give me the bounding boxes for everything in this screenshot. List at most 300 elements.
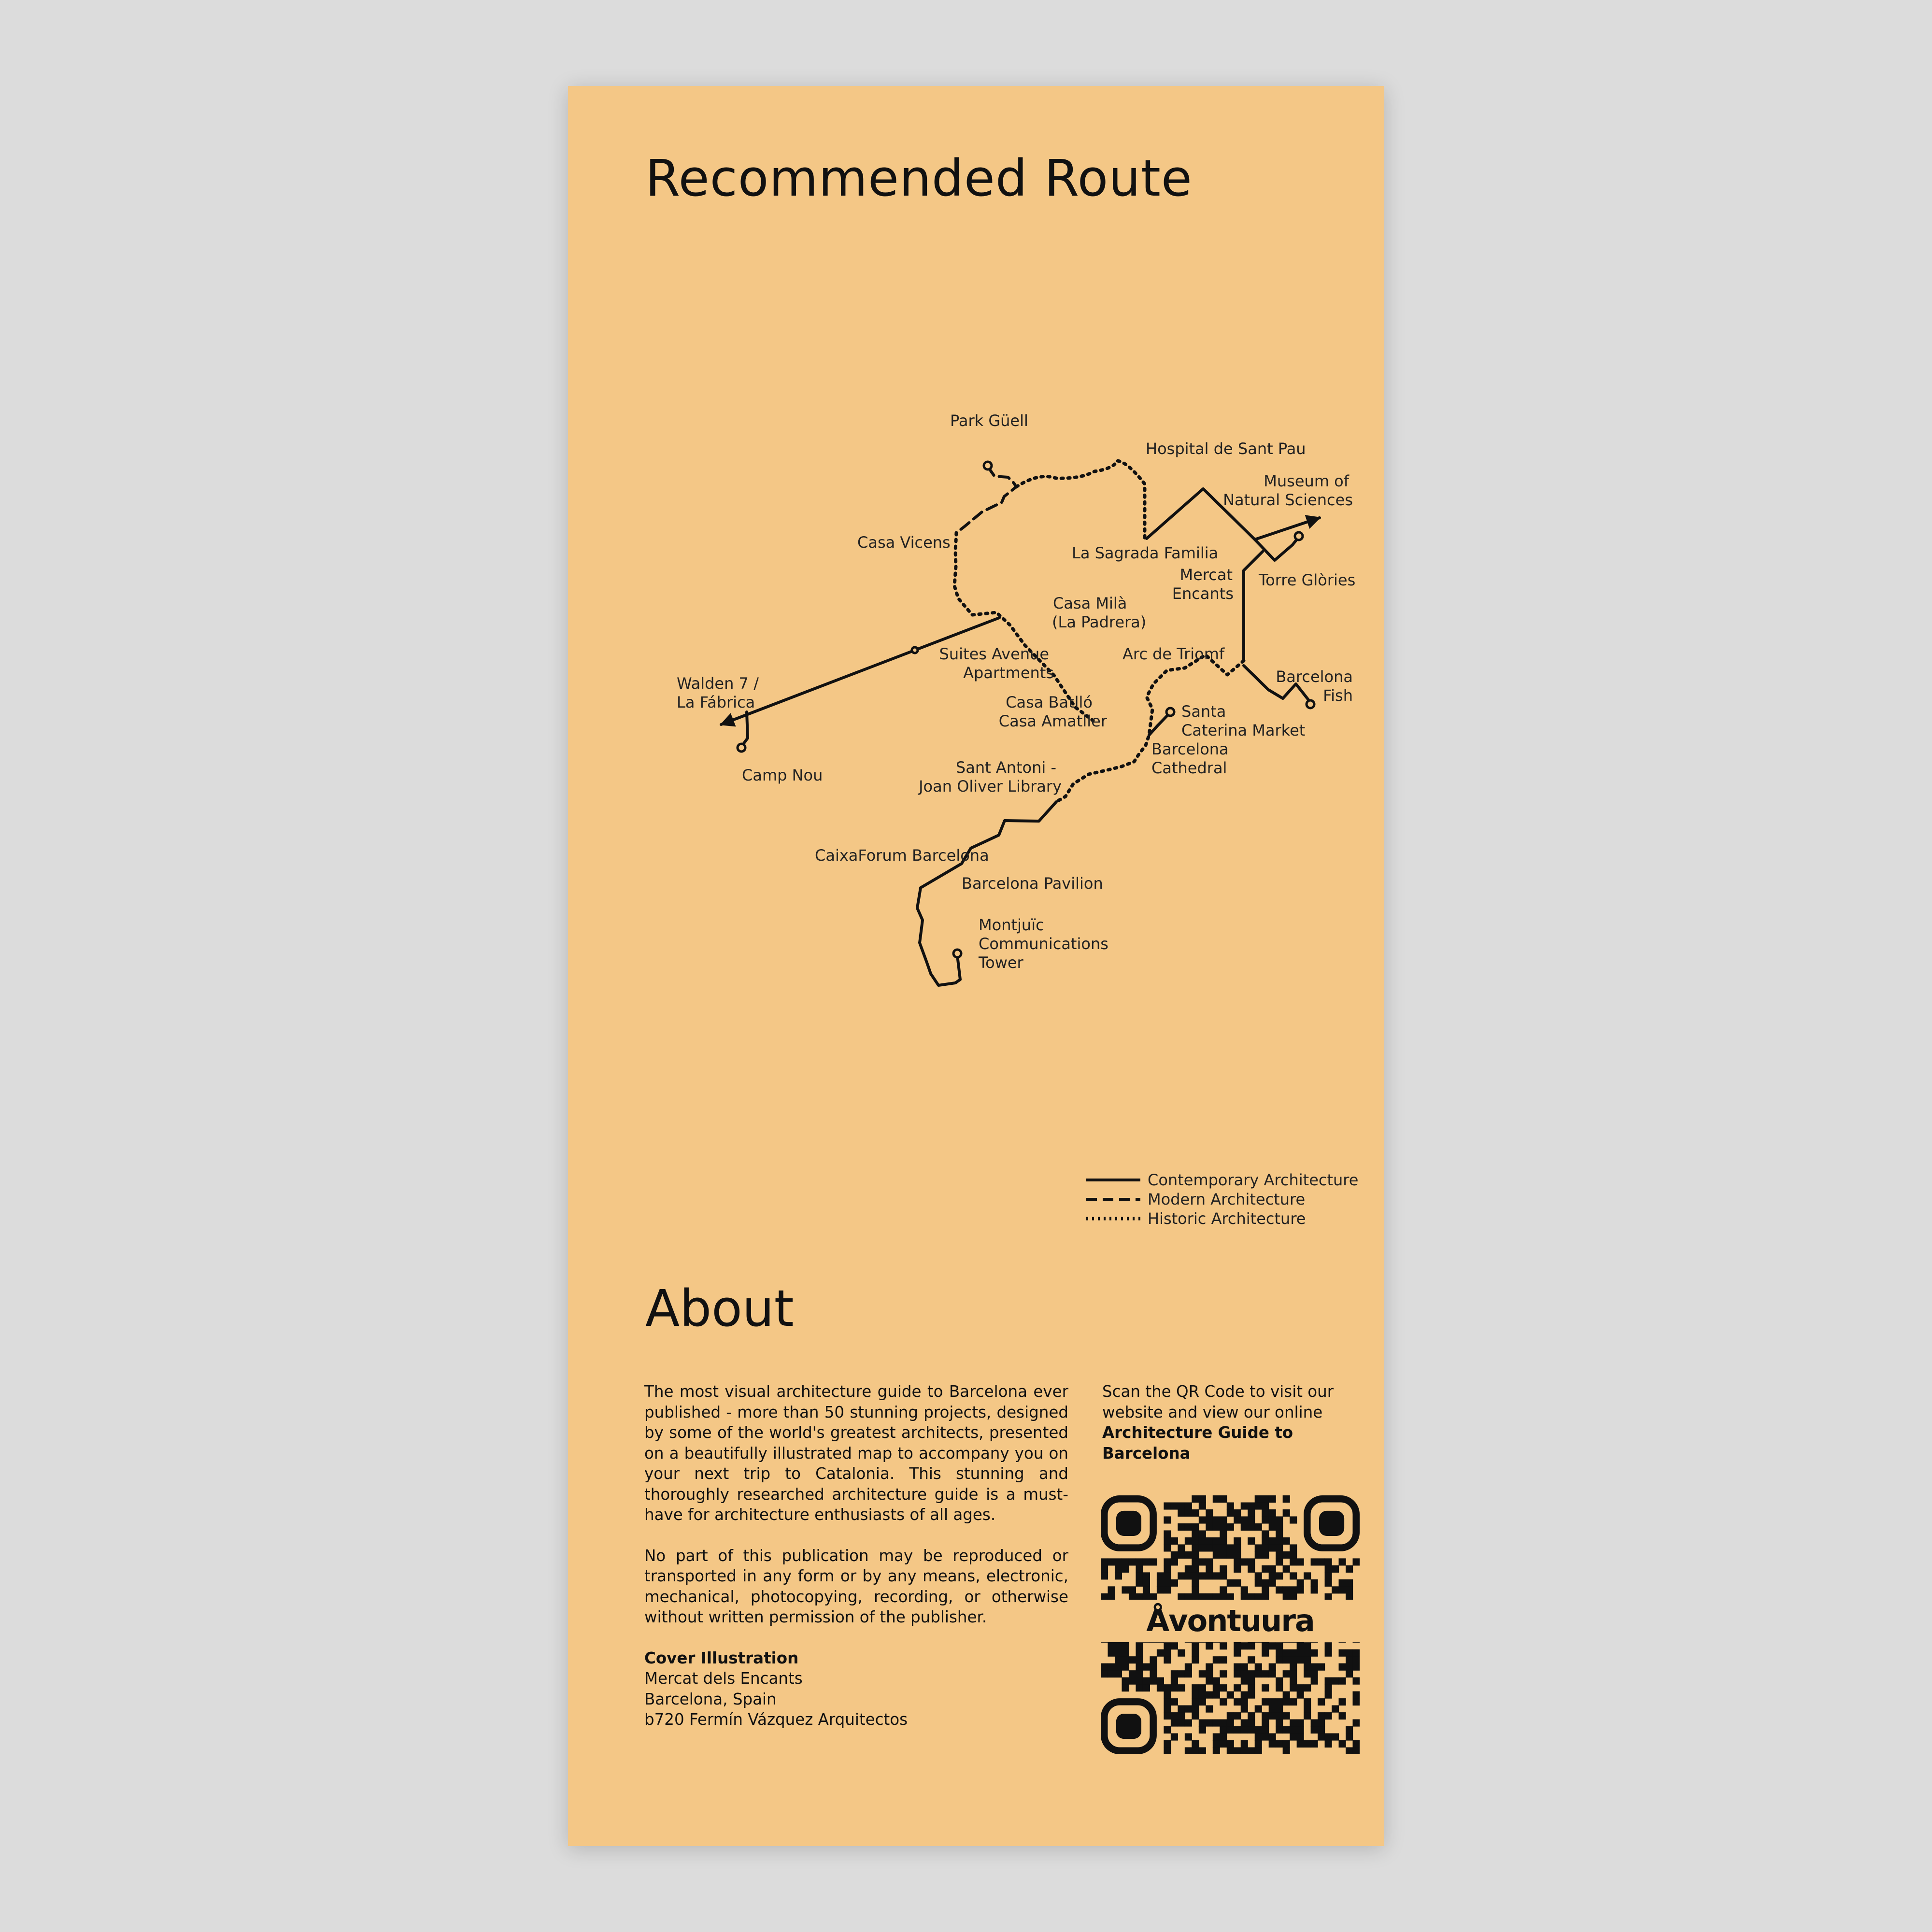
qr-module [1269, 1698, 1276, 1705]
qr-module [1206, 1642, 1213, 1649]
qr-module [1199, 1537, 1206, 1545]
qr-module [1206, 1516, 1213, 1523]
qr-code[interactable] [1101, 1495, 1360, 1754]
qr-module [1248, 1509, 1255, 1517]
qr-module [1346, 1656, 1353, 1663]
qr-module [1248, 1712, 1255, 1719]
qr-module [1220, 1726, 1227, 1733]
qr-module [1178, 1502, 1185, 1509]
qr-module [1220, 1733, 1227, 1741]
qr-module [1325, 1740, 1332, 1747]
qr-module [1178, 1523, 1185, 1531]
qr-module [1283, 1509, 1290, 1517]
qr-module [1304, 1740, 1311, 1747]
qr-module [1311, 1670, 1318, 1677]
qr-module [1248, 1677, 1255, 1685]
qr-module [1276, 1684, 1283, 1691]
qr-module [1164, 1537, 1171, 1545]
qr-module [1206, 1544, 1213, 1551]
qr-module [1199, 1726, 1206, 1733]
qr-module [1276, 1530, 1283, 1537]
qr-module [1164, 1502, 1171, 1509]
qr-module [1122, 1656, 1129, 1663]
label-suites-2: Apartments [963, 664, 1054, 682]
qr-module [1108, 1649, 1115, 1657]
qr-module [1353, 1698, 1360, 1705]
qr-module [1269, 1740, 1276, 1747]
label-mercat-2: Encants [1172, 584, 1234, 603]
qr-module [1164, 1572, 1171, 1579]
qr-module [1283, 1747, 1290, 1754]
qr-module [1325, 1558, 1332, 1565]
qr-module [1122, 1677, 1129, 1685]
qr-module [1297, 1642, 1304, 1649]
qr-module [1269, 1579, 1276, 1587]
qr-module [1276, 1649, 1283, 1657]
label-hospital-sant-pau: Hospital de Sant Pau [1146, 440, 1306, 458]
qr-module [1234, 1663, 1241, 1671]
qr-module [1353, 1677, 1360, 1685]
qr-module [1311, 1649, 1318, 1657]
qr-module [1234, 1684, 1241, 1691]
qr-module [1297, 1586, 1304, 1593]
qr-module [1108, 1670, 1115, 1677]
qr-module [1269, 1712, 1276, 1719]
qr-module [1227, 1712, 1234, 1719]
qr-module [1164, 1544, 1171, 1551]
qr-module [1143, 1684, 1150, 1691]
label-montjuic-2: Communications [979, 935, 1108, 953]
qr-module [1185, 1572, 1192, 1579]
qr-module [1241, 1502, 1248, 1509]
qr-module [1241, 1663, 1248, 1671]
qr-module [1157, 1649, 1164, 1657]
qr-module [1185, 1719, 1192, 1727]
label-suites-1: Suites Avenue [939, 645, 1049, 663]
qr-module [1269, 1516, 1276, 1523]
qr-module [1248, 1726, 1255, 1733]
qr-module [1241, 1698, 1248, 1705]
qr-module [1164, 1705, 1171, 1713]
qr-module [1143, 1677, 1150, 1685]
qr-module [1164, 1691, 1171, 1699]
qr-module [1206, 1509, 1213, 1517]
qr-module [1171, 1642, 1178, 1649]
qr-module [1262, 1537, 1269, 1545]
qr-module [1115, 1656, 1122, 1663]
qr-module [1248, 1642, 1255, 1649]
qr-module [1115, 1642, 1122, 1649]
qr-module [1234, 1670, 1241, 1677]
qr-module [1206, 1719, 1213, 1727]
qr-module [1227, 1726, 1234, 1733]
qr-module [1255, 1544, 1262, 1551]
qr-intro: Scan the QR Code to visit our website and view our online [1102, 1382, 1334, 1421]
marker-montjuic [953, 950, 961, 957]
qr-module [1276, 1544, 1283, 1551]
qr-module [1136, 1579, 1143, 1587]
qr-module [1248, 1747, 1255, 1754]
qr-module [1199, 1558, 1206, 1565]
label-mercat-1: Mercat [1179, 566, 1233, 584]
qr-module [1262, 1726, 1269, 1733]
qr-module [1255, 1502, 1262, 1509]
qr-finder [1104, 1702, 1153, 1750]
label-park-guell: Park Güell [950, 412, 1028, 430]
qr-module [1262, 1544, 1269, 1551]
marker-camp-nou [738, 744, 745, 752]
qr-module [1325, 1677, 1332, 1685]
qr-module [1262, 1579, 1269, 1587]
qr-module [1171, 1698, 1178, 1705]
qr-module [1297, 1656, 1304, 1663]
qr-module [1108, 1558, 1115, 1565]
qr-module [1101, 1663, 1108, 1671]
qr-module [1255, 1572, 1262, 1579]
label-batllo-1: Casa Batlló [1006, 693, 1093, 711]
cover-credit [644, 1648, 1068, 1730]
qr-module [1192, 1551, 1199, 1559]
qr-module [1115, 1663, 1122, 1671]
label-camp-nou: Camp Nou [742, 766, 823, 784]
qr-module [1136, 1670, 1143, 1677]
qr-module [1290, 1558, 1297, 1565]
qr-module [1192, 1649, 1199, 1657]
qr-module [1136, 1677, 1143, 1685]
qr-module [1276, 1719, 1283, 1727]
qr-module [1318, 1712, 1325, 1719]
qr-module [1290, 1656, 1297, 1663]
qr-module [1178, 1705, 1185, 1713]
label-walden-1: Walden 7 / [677, 674, 759, 693]
qr-module [1122, 1649, 1129, 1657]
qr-module [1122, 1684, 1129, 1691]
label-barcelona-fish-2: Fish [1323, 686, 1353, 705]
qr-module [1325, 1579, 1332, 1587]
qr-module [1136, 1649, 1143, 1657]
qr-module [1262, 1509, 1269, 1517]
qr-module [1248, 1558, 1255, 1565]
qr-module [1290, 1551, 1297, 1559]
qr-module [1213, 1740, 1220, 1747]
qr-module [1262, 1719, 1269, 1727]
qr-module [1248, 1565, 1255, 1573]
qr-module [1325, 1572, 1332, 1579]
route-modern-line [956, 467, 1016, 533]
qr-module [1304, 1684, 1311, 1691]
qr-module [1171, 1537, 1178, 1545]
qr-module [1213, 1572, 1220, 1579]
qr-module [1297, 1740, 1304, 1747]
label-barcelona-fish-1: Barcelona [1276, 668, 1353, 686]
poster [568, 86, 1384, 1846]
qr-module [1269, 1495, 1276, 1503]
qr-module [1178, 1551, 1185, 1559]
qr-module [1255, 1663, 1262, 1671]
qr-module [1192, 1684, 1199, 1691]
qr-module [1136, 1565, 1143, 1573]
qr-module [1339, 1558, 1346, 1565]
qr-module [1255, 1670, 1262, 1677]
qr-module [1171, 1551, 1178, 1559]
qr-module [1206, 1537, 1213, 1545]
qr-module [1178, 1670, 1185, 1677]
qr-module [1213, 1544, 1220, 1551]
qr-module [1318, 1663, 1325, 1671]
qr-module [1318, 1726, 1325, 1733]
qr-module [1129, 1586, 1136, 1593]
qr-module [1115, 1649, 1122, 1657]
qr-module [1276, 1572, 1283, 1579]
qr-module [1234, 1712, 1241, 1719]
qr-module [1143, 1558, 1150, 1565]
qr-module [1297, 1726, 1304, 1733]
qr-module [1290, 1544, 1297, 1551]
qr-module [1164, 1642, 1171, 1649]
qr-module [1304, 1656, 1311, 1663]
qr-module [1353, 1663, 1360, 1671]
qr-module [1150, 1677, 1157, 1685]
qr-module [1234, 1747, 1241, 1754]
qr-module [1199, 1544, 1206, 1551]
qr-module [1241, 1705, 1248, 1713]
qr-module [1339, 1712, 1346, 1719]
qr-module [1269, 1663, 1276, 1671]
qr-module [1234, 1551, 1241, 1559]
qr-module [1255, 1495, 1262, 1503]
qr-module [1255, 1740, 1262, 1747]
qr-module [1353, 1691, 1360, 1699]
qr-module [1171, 1719, 1178, 1727]
label-pavilion: Barcelona Pavilion [962, 874, 1103, 893]
qr-module [1346, 1565, 1353, 1573]
qr-module [1129, 1558, 1136, 1565]
qr-module [1185, 1747, 1192, 1754]
qr-module [1255, 1579, 1262, 1587]
qr-module [1136, 1572, 1143, 1579]
qr-module [1241, 1747, 1248, 1754]
qr-module [1129, 1677, 1136, 1685]
qr-module [1269, 1572, 1276, 1579]
qr-module [1206, 1670, 1213, 1677]
qr-module [1283, 1698, 1290, 1705]
qr-module [1332, 1565, 1339, 1573]
qr-module [1276, 1642, 1283, 1649]
route-historic-top [1016, 461, 1145, 539]
qr-module [1304, 1670, 1311, 1677]
qr-module [1325, 1691, 1332, 1699]
qr-module [1276, 1705, 1283, 1713]
label-caixaforum: CaixaForum Barcelona [815, 846, 989, 865]
qr-module [1234, 1509, 1241, 1517]
qr-module [1227, 1509, 1234, 1517]
qr-module [1269, 1733, 1276, 1741]
qr-module [1241, 1670, 1248, 1677]
qr-module [1325, 1565, 1332, 1573]
qr-module [1304, 1698, 1311, 1705]
qr-module [1136, 1684, 1143, 1691]
qr-module [1220, 1642, 1227, 1649]
qr-module [1325, 1712, 1332, 1719]
qr-module [1164, 1740, 1171, 1747]
qr-module [1234, 1558, 1241, 1565]
qr-module [1346, 1649, 1353, 1657]
qr-module [1318, 1733, 1325, 1741]
qr-module [1283, 1712, 1290, 1719]
qr-module [1290, 1698, 1297, 1705]
qr-module [1339, 1698, 1346, 1705]
qr-module [1262, 1712, 1269, 1719]
qr-module [1199, 1670, 1206, 1677]
qr-module [1206, 1705, 1213, 1713]
qr-module [1262, 1684, 1269, 1691]
qr-module [1283, 1740, 1290, 1747]
qr-module [1276, 1523, 1283, 1531]
qr-module [1213, 1684, 1220, 1691]
qr-finder [1307, 1499, 1356, 1548]
about-title: About [645, 1279, 794, 1338]
qr-module [1241, 1642, 1248, 1649]
qr-module [1199, 1502, 1206, 1509]
qr-module [1241, 1586, 1248, 1593]
qr-module [1185, 1509, 1192, 1517]
qr-module [1220, 1656, 1227, 1663]
qr-module [1325, 1642, 1332, 1649]
label-casa-vicens: Casa Vicens [857, 533, 951, 552]
qr-module [1283, 1691, 1290, 1699]
qr-module [1122, 1642, 1129, 1649]
qr-brand-logo: Åvontuura [1101, 1600, 1360, 1642]
qr-module [1213, 1537, 1220, 1545]
qr-module [1276, 1558, 1283, 1565]
qr-module [1241, 1516, 1248, 1523]
qr-module [1164, 1698, 1171, 1705]
qr-module [1318, 1558, 1325, 1565]
qr-module [1332, 1705, 1339, 1713]
qr-module [1346, 1726, 1353, 1733]
qr-module [1311, 1663, 1318, 1671]
qr-module [1164, 1530, 1171, 1537]
qr-module [1269, 1544, 1276, 1551]
qr-module [1192, 1691, 1199, 1699]
qr-module [1248, 1516, 1255, 1523]
qr-module [1290, 1572, 1297, 1579]
qr-module [1178, 1684, 1185, 1691]
qr-module [1213, 1691, 1220, 1699]
cover-line-1: Mercat dels Encants [644, 1669, 803, 1688]
qr-module [1206, 1691, 1213, 1699]
qr-module [1276, 1740, 1283, 1747]
qr-module [1185, 1537, 1192, 1545]
qr-module [1297, 1733, 1304, 1741]
qr-module [1283, 1495, 1290, 1503]
qr-module [1178, 1649, 1185, 1657]
qr-module [1304, 1642, 1311, 1649]
qr-module [1283, 1565, 1290, 1573]
qr-module [1213, 1523, 1220, 1531]
qr-module [1178, 1509, 1185, 1517]
qr-module [1164, 1558, 1171, 1565]
label-batllo-2: Casa Amatller [998, 712, 1107, 730]
qr-caption [1102, 1381, 1363, 1463]
qr-module [1213, 1733, 1220, 1741]
qr-module [1283, 1551, 1290, 1559]
qr-module [1192, 1537, 1199, 1545]
qr-module [1143, 1663, 1150, 1671]
qr-module [1234, 1537, 1241, 1545]
label-montjuic-3: Tower [979, 953, 1023, 972]
qr-module [1248, 1719, 1255, 1727]
qr-module [1115, 1670, 1122, 1677]
qr-module [1192, 1740, 1199, 1747]
qr-module [1171, 1558, 1178, 1565]
route-walden-line [721, 618, 999, 724]
qr-module [1262, 1642, 1269, 1649]
qr-module [1220, 1719, 1227, 1727]
qr-module [1220, 1551, 1227, 1559]
qr-module [1290, 1586, 1297, 1593]
qr-module [1192, 1572, 1199, 1579]
qr-module [1276, 1551, 1283, 1559]
qr-module [1157, 1677, 1164, 1685]
qr-module [1164, 1656, 1171, 1663]
qr-module [1220, 1586, 1227, 1593]
qr-module [1262, 1502, 1269, 1509]
qr-module [1290, 1726, 1297, 1733]
qr-module [1220, 1684, 1227, 1691]
qr-module [1220, 1740, 1227, 1747]
qr-module [1192, 1495, 1199, 1503]
legend-modern: Modern Architecture [1148, 1190, 1306, 1208]
qr-module [1164, 1579, 1171, 1587]
qr-module [1136, 1558, 1143, 1565]
qr-module [1192, 1747, 1199, 1754]
qr-module [1143, 1586, 1150, 1593]
qr-module [1262, 1586, 1269, 1593]
qr-module [1276, 1726, 1283, 1733]
qr-module [1255, 1747, 1262, 1754]
qr-module [1346, 1579, 1353, 1587]
qr-module [1234, 1516, 1241, 1523]
qr-module [1241, 1677, 1248, 1685]
qr-module [1290, 1677, 1297, 1685]
qr-module [1262, 1649, 1269, 1657]
qr-module [1311, 1677, 1318, 1685]
qr-module [1150, 1663, 1157, 1671]
qr-module [1220, 1530, 1227, 1537]
qr-module [1353, 1747, 1360, 1754]
qr-module [1206, 1663, 1213, 1671]
qr-module [1115, 1565, 1122, 1573]
marker-santa-caterina [1166, 708, 1174, 716]
qr-module [1248, 1502, 1255, 1509]
label-arc-triomf: Arc de Triomf [1122, 645, 1225, 663]
qr-module [1199, 1691, 1206, 1699]
qr-module [1346, 1733, 1353, 1741]
qr-module [1248, 1537, 1255, 1545]
qr-module [1353, 1558, 1360, 1565]
qr-module [1171, 1670, 1178, 1677]
marker-park-guell [984, 462, 992, 469]
qr-module [1346, 1670, 1353, 1677]
qr-module [1262, 1551, 1269, 1559]
qr-module [1283, 1537, 1290, 1545]
qr-module [1150, 1670, 1157, 1677]
qr-module [1108, 1663, 1115, 1671]
qr-module [1290, 1670, 1297, 1677]
qr-module [1199, 1516, 1206, 1523]
qr-module [1234, 1726, 1241, 1733]
